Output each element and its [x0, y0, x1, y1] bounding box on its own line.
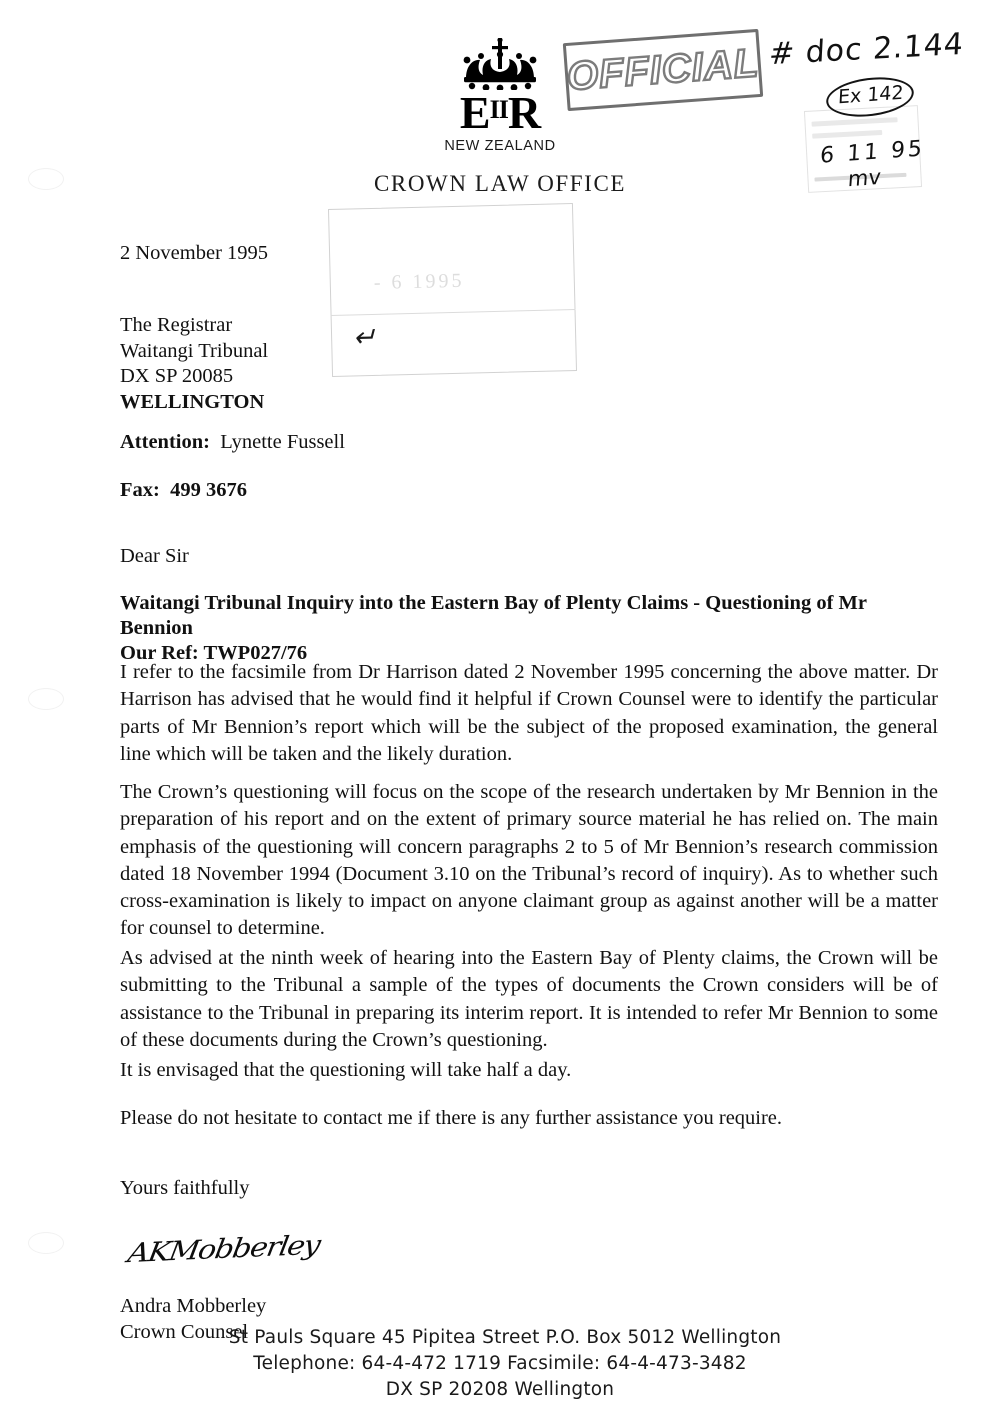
letterhead-footer — [0, 1325, 1000, 1403]
attention-label: Attention: — [120, 431, 210, 453]
handwritten-exhibit-number: Ex 142 — [837, 81, 905, 109]
handwritten-initials: mv — [847, 164, 882, 192]
paragraph-4: It is envisaged that the questioning will take half a day. — [120, 1059, 572, 1081]
cypher-letters — [444, 87, 555, 138]
paragraph-2: The Crown’s questioning will focus on the scope of the research undertaken by Mr Bennion in the preparation of his report and on the extent of primary source material he has relied on. The main emphasis of the questioning will concern paragraphs 2 to 5 of Mr Bennion’s research commission dated 18 November 1994 (Document 3.10 on the Tribunal’s record of inquiry). As to whether such cross-examination is likely to impact on anyone claimant group as against another will be a matter for counsel to determine. — [120, 781, 938, 940]
letter-date: 2 November 1995 — [120, 242, 269, 264]
organisation-title: CROWN LAW OFFICE — [373, 171, 627, 196]
fax-line — [120, 478, 938, 503]
official-stamp-text: OFFICIAL — [565, 40, 761, 99]
footer-address: St Pauls Square 45 Pipitea Street P.O. Box 5012 Wellington — [228, 1327, 782, 1348]
fax-label: Fax: — [120, 479, 160, 501]
attention-line — [120, 430, 938, 455]
recipient-line-3: DX SP 20085 — [120, 365, 234, 387]
ghost-line — [812, 130, 882, 139]
crown-icon — [457, 38, 543, 90]
punch-hole-mark — [28, 1232, 64, 1254]
fax-number: 499 3676 — [170, 479, 247, 501]
paragraph-3: As advised at the ninth week of hearing into the Eastern Bay of Plenty claims, the Crown will be submitting to the Tribunal a sample of the types of documents the Crown considers will be of assistance to the Tribunal in preparing its interim report. It is intended to refer Mr Bennion to some of these documents during the Crown’s questioning. — [120, 947, 938, 1051]
handwritten-date: 6 11 95 — [819, 136, 926, 169]
received-stamp-initial: ↵ — [351, 321, 382, 354]
our-ref-line: Our Ref: TWP027/76 — [120, 642, 308, 664]
recipient-line-1: The Registrar — [120, 314, 233, 336]
closing-salutation: Yours faithfully — [120, 1177, 250, 1199]
cypher-e: E — [459, 87, 490, 138]
ghost-line — [811, 117, 897, 126]
paragraph-5: Please do not hesitate to contact me if there is any further assistance you require. — [120, 1107, 783, 1129]
country-label: NEW ZEALAND — [444, 137, 556, 154]
recipient-line-4: WELLINGTON — [120, 390, 265, 413]
paragraph-1: I refer to the facsimile from Dr Harrison dated 2 November 1995 concerning the above matter. Dr Harrison has advised that he would find it helpful if Crown Counsel were to identify the particular parts of Mr Bennion’s report which will be the subject of the proposed examination, the general line which will be taken and the likely duration. — [120, 661, 938, 765]
recipient-address — [120, 313, 938, 415]
subject-line: Waitangi Tribunal Inquiry into the Eastern Bay of Plenty Claims - Questioning of Mr Bennion — [120, 592, 867, 639]
footer-dx: DX SP 20208 Wellington — [385, 1379, 615, 1400]
handwritten-signature: AKMobberley — [125, 1229, 322, 1270]
cypher-roman: II — [489, 95, 508, 124]
punch-hole-mark — [28, 688, 64, 710]
footer-contact: Telephone: 64-4-472 1719 Facsimile: 64-4-473-3482 — [253, 1353, 747, 1374]
received-stamp-date: - 6 1995 — [373, 269, 465, 294]
signer-title: Crown Counsel — [120, 1320, 249, 1343]
official-stamp — [563, 29, 763, 111]
attention-name: Lynette Fussell — [220, 431, 345, 453]
salutation: Dear Sir — [120, 545, 189, 567]
signer-name: Andra Mobberley — [120, 1295, 267, 1317]
royal-cypher — [444, 38, 555, 153]
recipient-line-2: Waitangi Tribunal — [120, 339, 269, 362]
subject-block — [120, 591, 938, 666]
handwritten-doc-number: # doc 2.144 — [768, 26, 965, 73]
cypher-r: R — [507, 87, 541, 138]
